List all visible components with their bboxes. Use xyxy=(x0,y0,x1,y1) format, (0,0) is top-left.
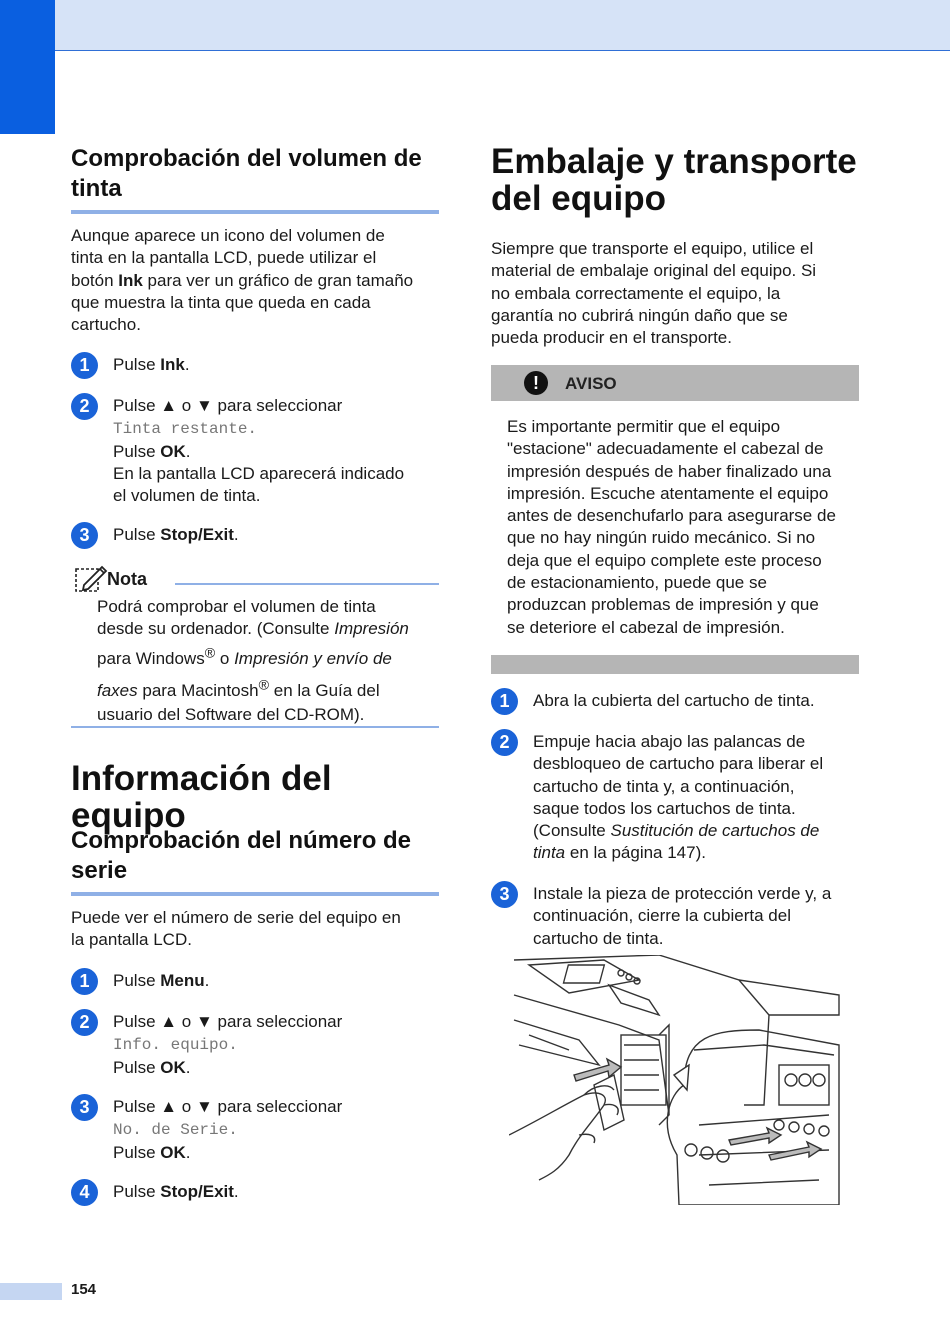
section-title: Comprobación del número de serie xyxy=(71,827,412,884)
step-number: 2 xyxy=(491,729,518,756)
lcd-menu-text: Info. equipo xyxy=(113,1036,229,1055)
warning-icon: ! xyxy=(524,371,548,395)
warning-header xyxy=(491,365,859,401)
section-intro: Puede ver el número de serie del equipo en la pantalla LCD. xyxy=(71,908,401,950)
warning-footer xyxy=(491,655,859,674)
steps-transport: 1 Abra la cubierta del cartucho de tinta. 2 Empuje hacia abajo las palancas de desbloqueo de cartucho para liberar el cartucho de tinta y, a continuación, saque todos los cartuchos de tinta. (Consulte Sustitución de cartuchos de tinta en la página 147). 3 Instale la pieza de protección verde y, a continuación, cierre la cubierta del cartucho de tinta. xyxy=(491,688,859,958)
lcd-menu-text: No. de Serie xyxy=(113,1121,229,1140)
warning-label: AVISO xyxy=(565,374,617,393)
note-pencil-icon xyxy=(74,563,108,593)
steps-serial: 1 Pulse Menu. 2 Pulse ▲ o ▼ para seleccionar Info. equipo. Pulse OK. 3 Pulse ▲ o ▼ para seleccionar No. de Serie. Pulse OK. 4 Pulse Stop/Exit. xyxy=(71,968,439,1208)
section-intro: Aunque aparece un icono del volumen de tinta en la pantalla LCD, puede utilizar el botón Ink para ver un gráfico de gran tamaño que muestra la tinta que queda en cada cartucho. xyxy=(71,226,414,335)
step-number: 1 xyxy=(71,968,98,995)
step-number: 2 xyxy=(71,393,98,420)
page-number: 154 xyxy=(71,1281,97,1298)
section-rule xyxy=(71,210,439,214)
printer-cartridge-illustration xyxy=(509,955,859,1205)
section-title: Comprobación del volumen de tinta xyxy=(71,145,422,202)
section-intro: Siempre que transporte el equipo, utilice el material de embalaje original del equipo. Si no embala correctamente el equipo, la garantía no cubrirá ningún daño que se pueda producir en el transporte. xyxy=(491,239,817,348)
step-number: 4 xyxy=(71,1179,98,1206)
chapter-tab xyxy=(0,0,55,134)
page-number-tab xyxy=(0,1283,62,1300)
step-number: 2 xyxy=(71,1009,98,1036)
note-rule xyxy=(175,583,439,585)
step-number: 1 xyxy=(71,352,98,379)
note-title: Nota xyxy=(107,569,147,589)
section-ink-volume xyxy=(71,144,439,214)
page-header-band xyxy=(0,0,950,51)
step-number: 3 xyxy=(71,522,98,549)
chapter-heading xyxy=(491,143,859,217)
note-box xyxy=(71,563,439,731)
note-text: Podrá comprobar el volumen de tinta desde su ordenador. (Consulte Impresión para Windows® o Impresión y envío de faxes para Macintosh® en la Guía del usuario del Software del CD-ROM). xyxy=(97,597,409,724)
step-number: 1 xyxy=(491,688,518,715)
section-rule xyxy=(71,892,439,896)
warning-text: Es importante permitir que el equipo "estacione" adecuadamente el cabezal de impresión después de haber finalizado una impresión. Escuche atentamente el equipo antes de desenchufarlo para asegurarse de que no hay ningún ruido mecánico. Si no deja que el equipo complete este proceso de estacionamiento, puede que se produzcan problemas de impresión y que se deteriore el cabezal de impresión. xyxy=(507,417,836,637)
note-bottom-rule xyxy=(71,726,439,728)
step-number: 3 xyxy=(491,881,518,908)
page-title: Embalaje y transporte del equipo xyxy=(491,142,857,218)
step-number: 3 xyxy=(71,1094,98,1121)
steps-ink: 1 Pulse Ink. 2 Pulse ▲ o ▼ para seleccionar Tinta restante. Pulse OK. En la pantalla LCD aparecerá indicado el volumen de tinta. 3 Pulse Stop/Exit. xyxy=(71,352,439,552)
section-serial xyxy=(71,826,439,896)
page-title: Información del equipo xyxy=(71,759,332,835)
lcd-menu-text: Tinta restante xyxy=(113,420,248,439)
chapter-heading xyxy=(71,760,439,834)
